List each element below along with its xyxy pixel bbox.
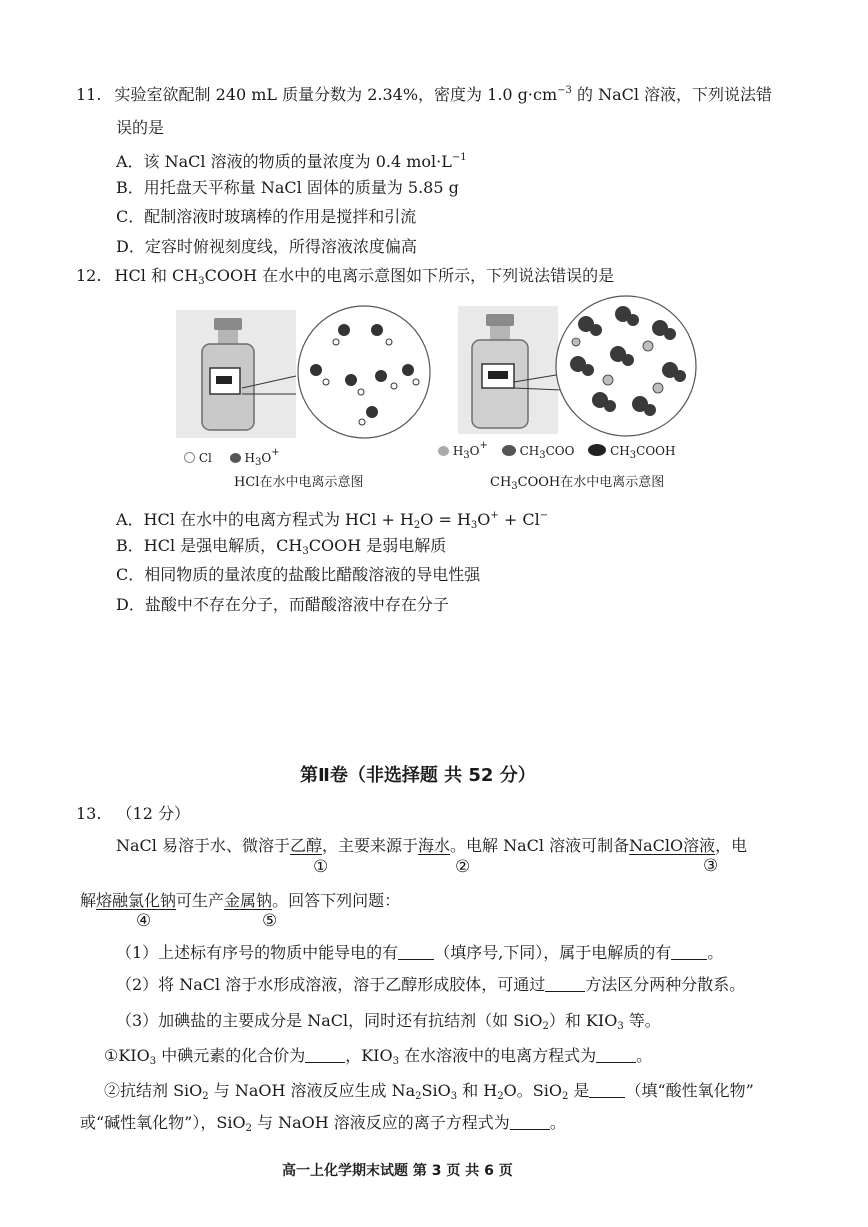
h3o-ion-icon xyxy=(230,453,241,463)
option-text: A．该 NaCl 溶液的物质的量浓度为 0.4 mol·L xyxy=(116,152,452,171)
q12-stem-text: HCl 和 CH xyxy=(114,266,199,285)
q13-header xyxy=(76,803,190,825)
marker-3: ③ xyxy=(703,856,719,876)
underlined-term-ethanol: 乙醇 xyxy=(290,836,323,855)
q13-paragraph-line1: NaCl 易溶于水、微溶于乙醇，主要来源于海水。电解 NaCl 溶液可制备NaClO溶液，电 xyxy=(116,836,748,855)
h3o-ion-icon xyxy=(438,446,449,456)
section-2-title: 第Ⅱ卷（非选择题 共 52 分） xyxy=(300,765,536,786)
answer-blank[interactable] xyxy=(671,945,707,960)
q11-stem-text-tail: 的 NaCl 溶液，下列说法错 xyxy=(571,85,773,104)
marker-5: ⑤ xyxy=(262,911,278,931)
q13-sub-1: （1）上述标有序号的物质中能导电的有 （填序号,下同），属于电解质的有 。 xyxy=(116,943,724,962)
legend-acetate-label: $CH_3COO$ xyxy=(519,444,575,461)
underlined-term-naclo: NaClO溶液 xyxy=(629,836,716,855)
q13-paragraph-line2: 解熔融氯化钠可生产金属钠。回答下列问题： xyxy=(80,891,401,910)
q11-option-c: C．配制溶液时玻璃棒的作用是搅拌和引流 xyxy=(116,207,417,226)
legend-h3o-label: $H_3O^+$ xyxy=(244,447,280,468)
answer-blank[interactable] xyxy=(589,1083,625,1098)
q12-option-a: A．HCl 在水中的电离方程式为 HCl + $H_2O = H_3O^+ + Cl^-$ xyxy=(116,510,549,531)
q11-stem-line2: 误的是 xyxy=(116,118,165,137)
answer-blank[interactable] xyxy=(510,1115,550,1130)
q12-option-d: D．盐酸中不存在分子，而醋酸溶液中存在分子 xyxy=(116,595,449,614)
acetic-acid-figure-caption: $CH_3COOH$在水中电离示意图 xyxy=(490,475,665,492)
underlined-term-molten-nacl: 熔融氯化钠 xyxy=(96,891,177,910)
q11-option-a xyxy=(116,147,467,173)
answer-blank[interactable] xyxy=(545,977,585,992)
q13-sub-3-1: $①KIO_3$ 中碘元素的化合价为 ，$KIO_3$ 在水溶液中的电离方程式为 。 xyxy=(104,1046,653,1067)
superscript: −3 xyxy=(557,85,572,96)
underlined-term-sodium: 金属钠 xyxy=(224,891,273,910)
legend-acetic-acid-label: $CH_3COOH$ xyxy=(610,444,676,461)
marker-4: ④ xyxy=(136,911,152,931)
legend-cl-label: Cl xyxy=(198,451,212,465)
superscript: −1 xyxy=(451,152,467,163)
hcl-ionization-figure xyxy=(176,302,436,442)
q11-option-d: D．定容时俯视刻度线，所得溶液浓度偏高 xyxy=(116,237,417,256)
question-points: （12 分） xyxy=(116,804,190,823)
q11-stem-text: 实验室欲配制 240 mL 质量分数为 2.34%，密度为 1.0 g·cm xyxy=(114,85,558,104)
underlined-term-seawater: 海水 xyxy=(418,836,451,855)
page-footer: 高一上化学期末试题 第 3 页 共 6 页 xyxy=(282,1163,513,1179)
q13-sub-3: （3）加碘盐的主要成分是 NaCl，同时还有抗结剂（如 SiO$_2$）和 $KIO_3$ 等。 xyxy=(116,1011,661,1032)
hcl-figure-caption: HCl在水中电离示意图 xyxy=(234,475,364,490)
q11-option-b: B．用托盘天平称量 NaCl 固体的质量为 5.85 g xyxy=(116,178,459,197)
question-number: 13. xyxy=(76,804,102,823)
acetic-acid-legend xyxy=(438,440,675,461)
marker-1: ① xyxy=(313,857,329,877)
subscript: 3 xyxy=(198,276,205,287)
acetate-ion-icon xyxy=(502,445,516,456)
q11-stem-line1 xyxy=(76,80,772,106)
q12-option-b: B．HCl 是强电解质，$CH_3COOH$ 是弱电解质 xyxy=(116,536,447,557)
legend-h3o-label: $H_3O^+$ xyxy=(452,440,488,461)
q12-option-c: C．相同物质的量浓度的盐酸比醋酸溶液的导电性强 xyxy=(116,565,481,584)
q12-stem xyxy=(76,265,614,293)
marker-2: ② xyxy=(455,857,471,877)
hcl-legend xyxy=(184,447,280,468)
acetic-acid-ionization-figure xyxy=(458,292,698,442)
answer-blank[interactable] xyxy=(398,945,434,960)
q13-sub-3-2-cont: 或“碱性氧化物”），SiO$_2$ 与 NaOH 溶液反应的离子方程式为 。 xyxy=(80,1113,566,1134)
q13-sub-3-2: ②抗结剂 SiO$_2$ 与 NaOH 溶液反应生成 $Na_2SiO_3$ 和 $H_2O$。SiO$_2$ 是 （填“酸性氧化物” xyxy=(104,1081,754,1102)
question-number: 11. xyxy=(76,85,102,104)
answer-blank[interactable] xyxy=(305,1048,345,1063)
acetic-acid-molecule-icon xyxy=(588,444,606,456)
q12-stem-text-tail: COOH 在水中的电离示意图如下所示，下列说法错误的是 xyxy=(204,266,615,285)
answer-blank[interactable] xyxy=(596,1048,636,1063)
q13-sub-2: （2）将 NaCl 溶于水形成溶液，溶于乙醇形成胶体，可通过 方法区分两种分散系。 xyxy=(116,975,746,994)
question-number: 12. xyxy=(76,266,102,285)
cl-ion-icon xyxy=(184,452,195,463)
